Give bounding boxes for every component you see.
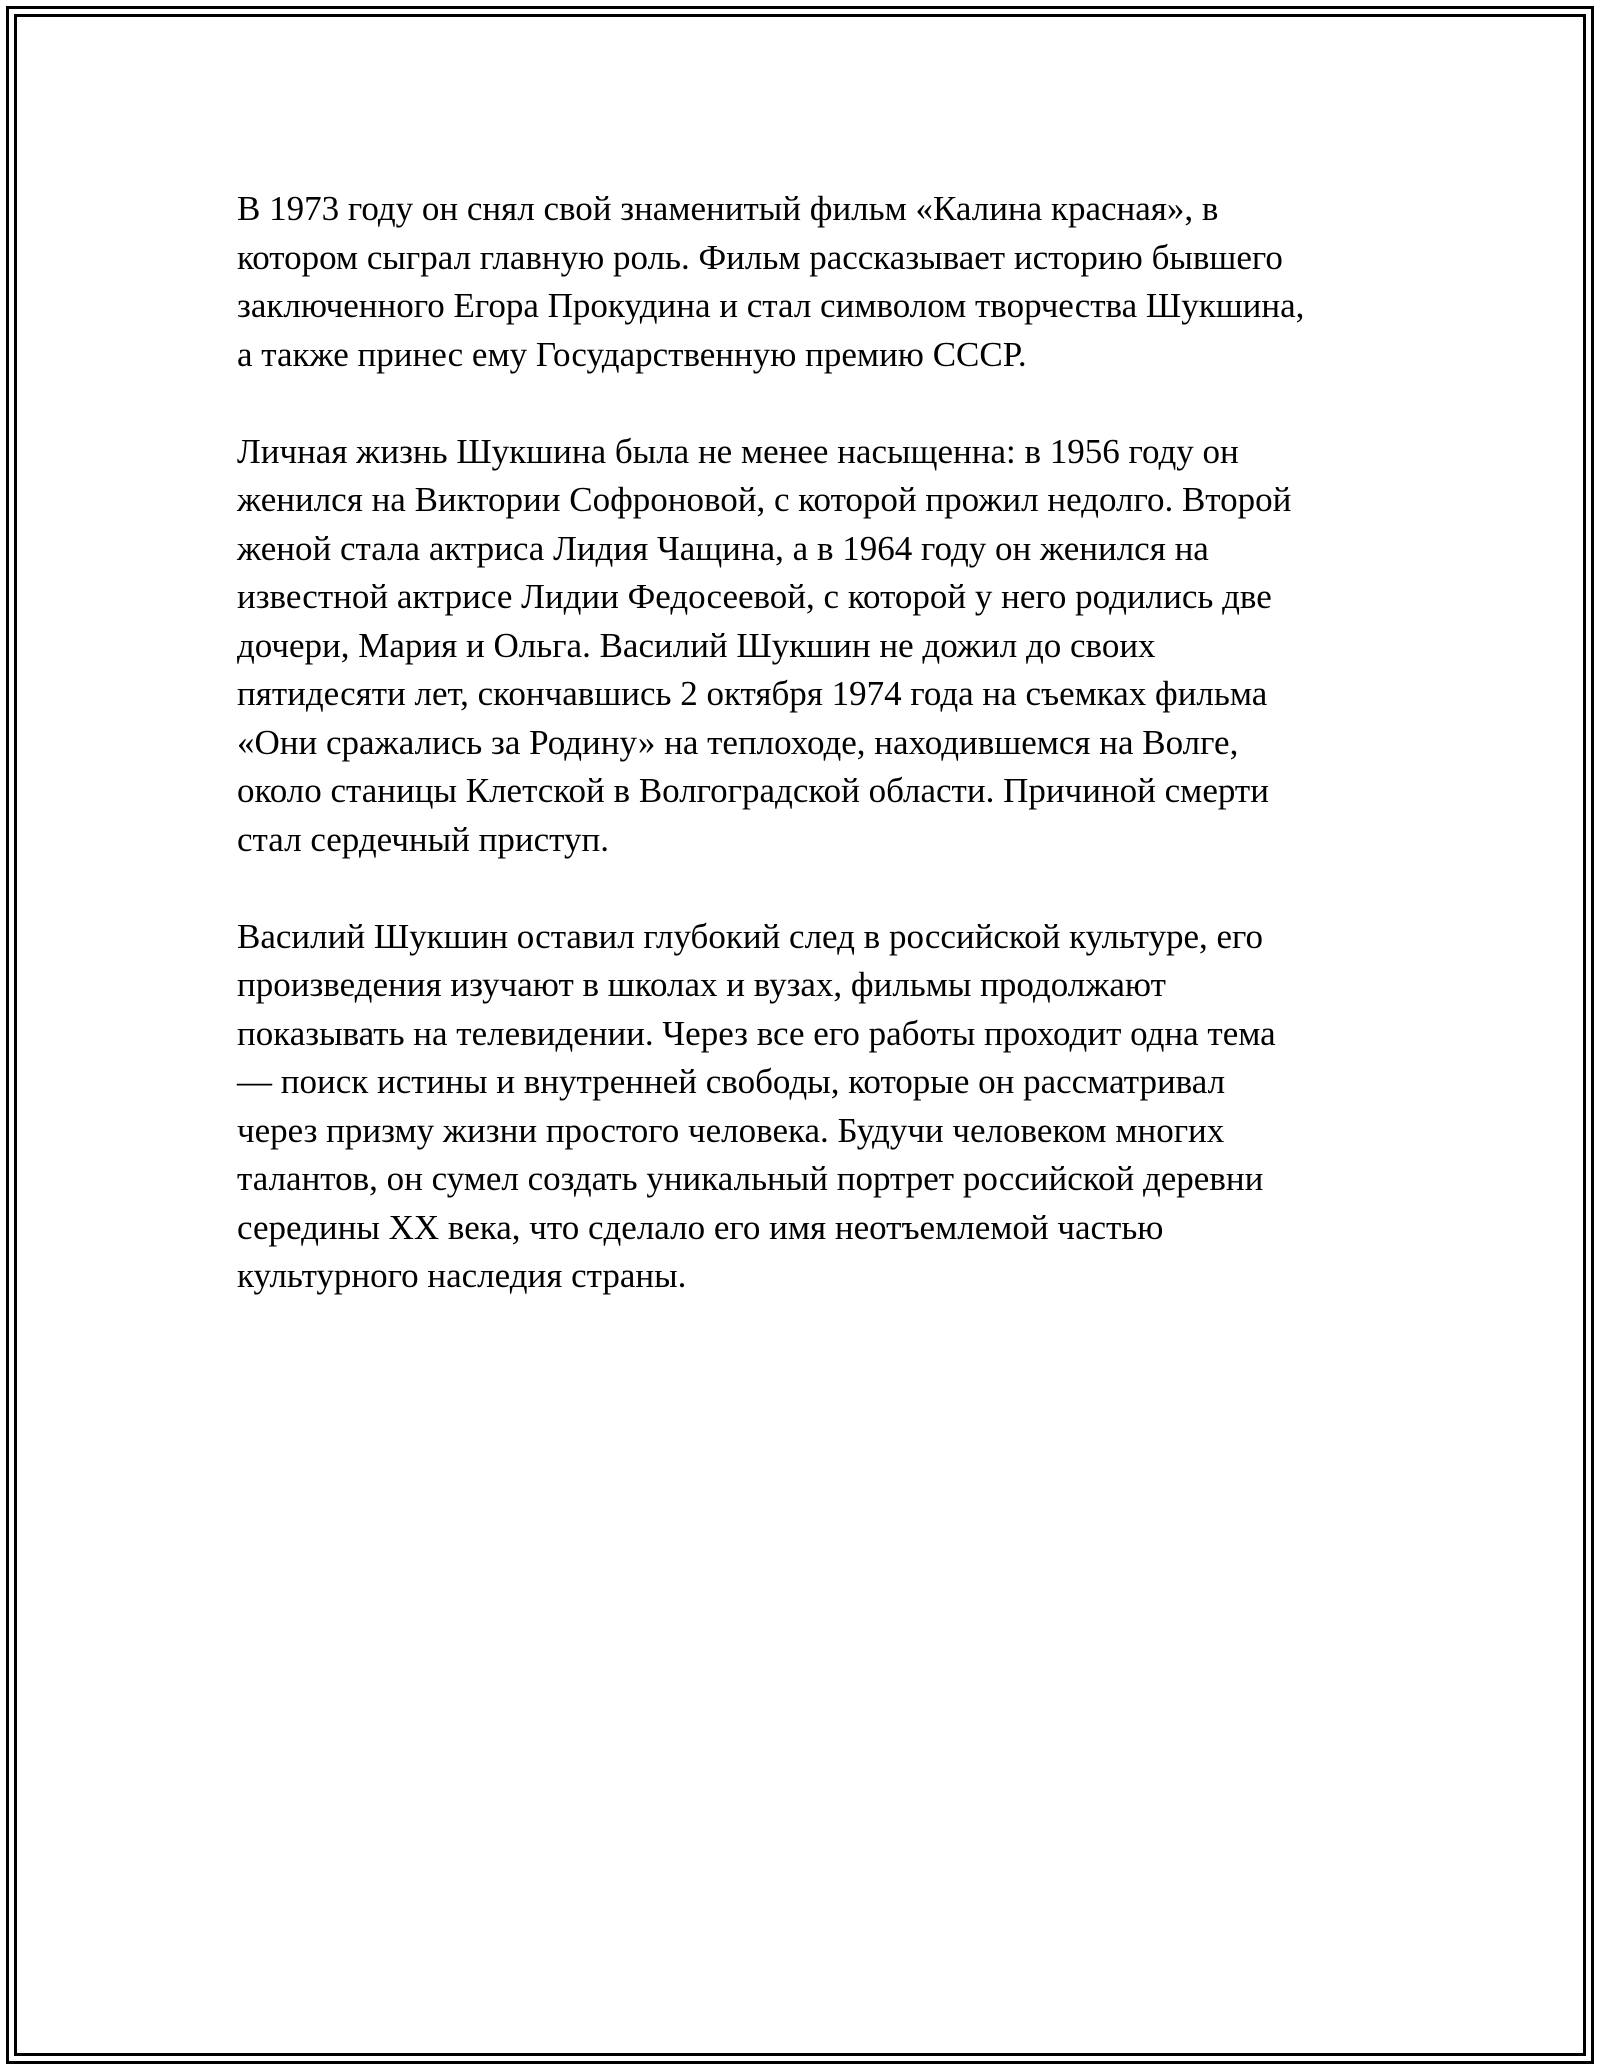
- document-body: [237, 185, 1377, 1349]
- paragraph-2: Личная жизнь Шукшина была не менее насыщенна: в 1956 году он женился на Виктории Софроновой, с которой прожил недолго. Второй женой стала актриса Лидия Чащина, а в 1964 году он женился на известной актрисе Лидии Федосеевой, с которой у него родились две дочери, Мария и Ольга. Василий Шукшин не дожил до своих пятидесяти лет, скончавшись 2 октября 1974 года на съемках фильма «Они сражались за Родину» на теплоходе, находившемся на Волге, около станицы Клетской в Волгоградской области. Причиной смерти стал сердечный приступ.: [237, 431, 1292, 859]
- paragraph-1: В 1973 году он снял свой знаменитый фильм «Калина красная», в котором сыграл главную роль. Фильм рассказывает историю бывшего заключенного Егора Прокудина и стал символом творчества Шукшина, а также принес ему Государственную премию СССР.: [237, 189, 1305, 374]
- paragraph-3: Василий Шукшин оставил глубокий след в российской культуре, его произведения изучают в школах и вузах, фильмы продолжают показывать на телевидении. Через все его работы проходит одна тема — поиск истины и внутренней свободы, которые он рассматривал через призму жизни простого человека. Будучи человеком многих талантов, он сумел создать уникальный портрет российской деревни середины XX века, что сделало его имя неотъемлемой частью культурного наследия страны.: [237, 916, 1276, 1295]
